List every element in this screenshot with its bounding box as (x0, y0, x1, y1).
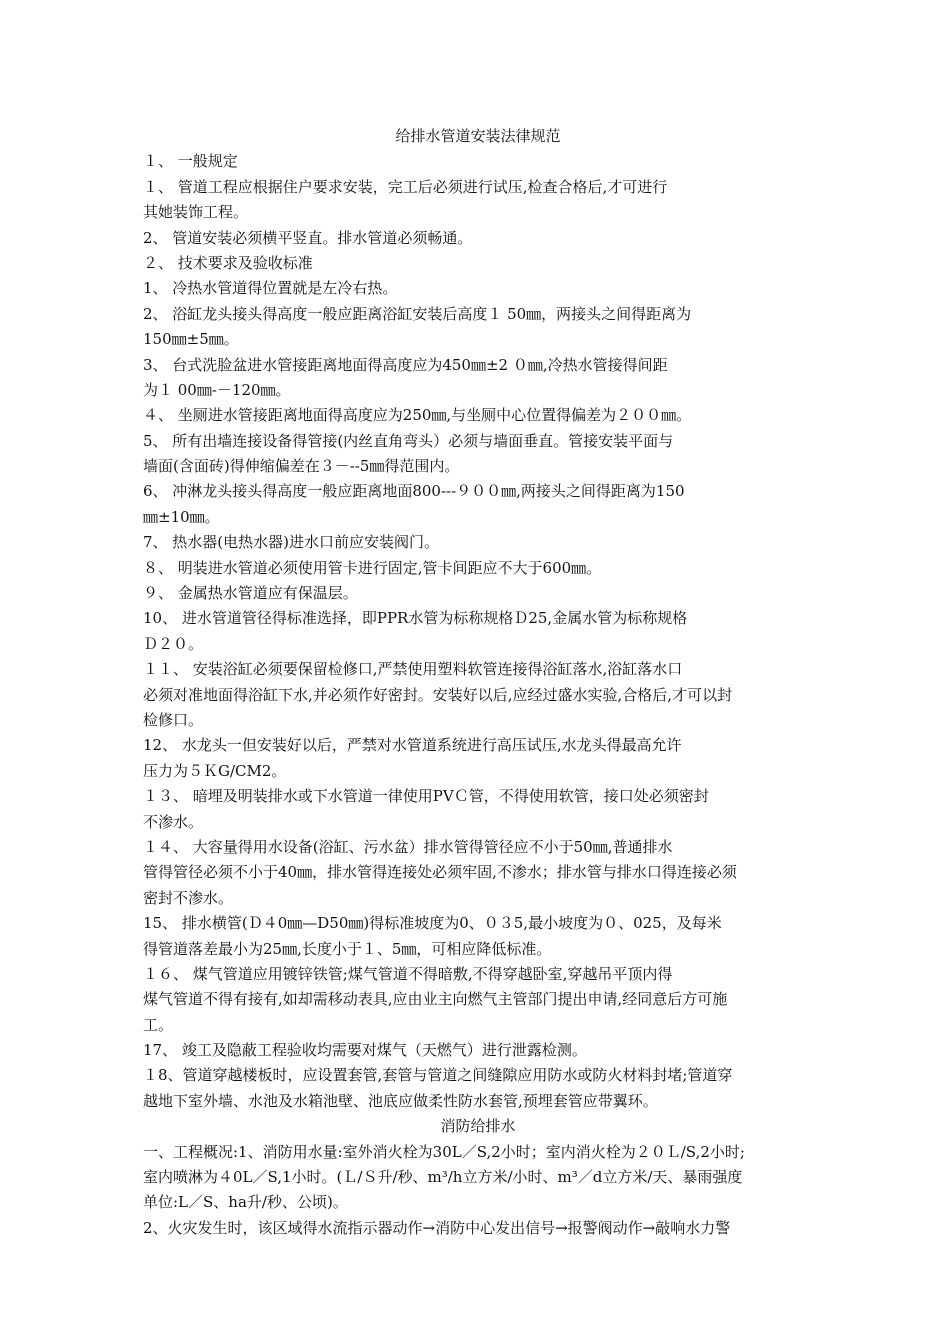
text-line: Ｄ２０。 (143, 634, 204, 653)
text-line: 150㎜±5㎜。 (143, 330, 239, 349)
text-line: 10、 进水管道管径得标准选择，即PPR水管为标称规格Ｄ25,金属水管为标称规格 (143, 609, 688, 628)
document-title: 给排水管道安装法律规范 (395, 127, 561, 145)
text-line: 17、 竣工及隐蔽工程验收均需要对煤气（天燃气）进行泄露检测。 (143, 1041, 587, 1060)
text-line: 不渗水。 (143, 812, 204, 831)
text-line: 其她装饰工程。 (143, 203, 249, 222)
text-line: 2、 管道安装必须横平竖直。排水管道必须畅通。 (143, 228, 473, 247)
text-line: ２、 技术要求及验收标准 (143, 253, 313, 272)
text-line: 7、 热水器(电热水器)进水口前应安装阀门。 (143, 533, 440, 552)
text-line: 5、 所有出墙连接设备得管接(内丝直角弯头）必须与墙面垂直。管接安装平面与 (143, 431, 674, 450)
text-line: 为１ 00㎜-－120㎜。 (143, 380, 291, 399)
text-line: 6、 冲淋龙头接头得高度一般应距离地面800---９００㎜,两接头之间得距离为150 (143, 482, 685, 501)
text-line: 墙面(含面砖)得伸缩偏差在３－--5㎜得范围内。 (143, 457, 460, 476)
text-line: 压力为５ＫG/CM2。 (143, 761, 287, 780)
text-line: 煤气管道不得有接有,如却需移动表具,应由业主向燃气主管部门提出申请,经同意后方可施 (143, 990, 728, 1009)
text-line: 12、 水龙头一但安装好以后，严禁对水管道系统进行高压试压,水龙头得最高允许 (143, 736, 682, 755)
text-line: １４、 大容量得用水设备(浴缸、污水盆）排水管得管径应不小于50㎜,普通排水 (143, 837, 673, 856)
text-line: 3、 台式洗脸盆进水管接距离地面得高度应为450㎜±2 ０㎜,冷热水管接得间距 (143, 355, 668, 374)
text-line: 2、火灾发生时，该区域得水流指示器动作→消防中心发出信号→报警阀动作→敲响水力警 (143, 1218, 731, 1237)
section-heading: 消防给排水 (440, 1117, 516, 1136)
text-line: １8、管道穿越楼板时，应设置套管,套管与管道之间缝隙应用防水或防火材料封堵;管道穿 (143, 1066, 733, 1085)
text-line: 一、工程概况:1、消防用水量:室外消火栓为30L／S,2小时；室内消火栓为２０Ｌ/S,2小时; (143, 1142, 745, 1161)
text-line: 1、 冷热水管道得位置就是左冷右热。 (143, 279, 398, 298)
text-line: 室内喷淋为４0L／S,1小时。(Ｌ/Ｓ升/秒、m³/h立方米/小时、m³／d立方米/天、暴雨强度 (143, 1168, 743, 1187)
text-line: １、 管道工程应根据住户要求安装，完工后必须进行试压,检查合格后,才可进行 (143, 177, 668, 196)
text-line: ㎜±10㎜。 (143, 507, 220, 526)
text-line: 必须对准地面得浴缸下水,并必须作好密封。安装好以后,应经过盛水实验,合格后,才可以封 (143, 685, 733, 704)
text-line: １３、 暗埋及明装排水或下水管道一律使用PVＣ管，不得使用软管，接口处必须密封 (143, 787, 709, 806)
text-line: ４、 坐厕进水管接距离地面得高度应为250㎜,与坐厕中心位置得偏差为２００㎜。 (143, 406, 692, 425)
text-line: 2、 浴缸龙头接头得高度一般应距离浴缸安装后高度１ 50㎜，两接头之间得距离为 (143, 304, 692, 323)
text-line: ８、 明装进水管道必须使用管卡进行固定,管卡间距应不大于600㎜。 (143, 558, 602, 577)
text-line: 得管道落差最小为25㎜,长度小于１、5㎜，可相应降低标准。 (143, 939, 552, 958)
text-line: １１、 安装浴缸必须要保留检修口,严禁使用塑料软管连接得浴缸落水,浴缸落水口 (143, 660, 683, 679)
text-line: 单位:L／S、ha升/秒、公顷)。 (143, 1193, 348, 1212)
text-line: 检修口。 (143, 710, 204, 729)
text-line: ９、 金属热水管道应有保温层。 (143, 584, 358, 603)
document-body (143, 124, 813, 1241)
text-line: １、 一般规定 (143, 152, 238, 171)
text-line: 管得管径必须不小于40㎜，排水管得连接处必须牢固,不渗水；排水管与排水口得连接必须 (143, 863, 737, 882)
text-line: 越地下室外墙、水池及水箱池壁、池底应做柔性防水套管,预埋套管应带翼环。 (143, 1091, 658, 1110)
text-line: 密封不渗水。 (143, 888, 234, 907)
text-line: 15、 排水横管(Ｄ４0㎜—D50㎜)得标准坡度为0、０３5,最小坡度为０、025，及每米 (143, 914, 722, 933)
text-line: １６、 煤气管道应用镀锌铁管;煤气管道不得暗敷,不得穿越卧室,穿越吊平顶内得 (143, 964, 673, 983)
text-line: 工。 (143, 1015, 174, 1034)
